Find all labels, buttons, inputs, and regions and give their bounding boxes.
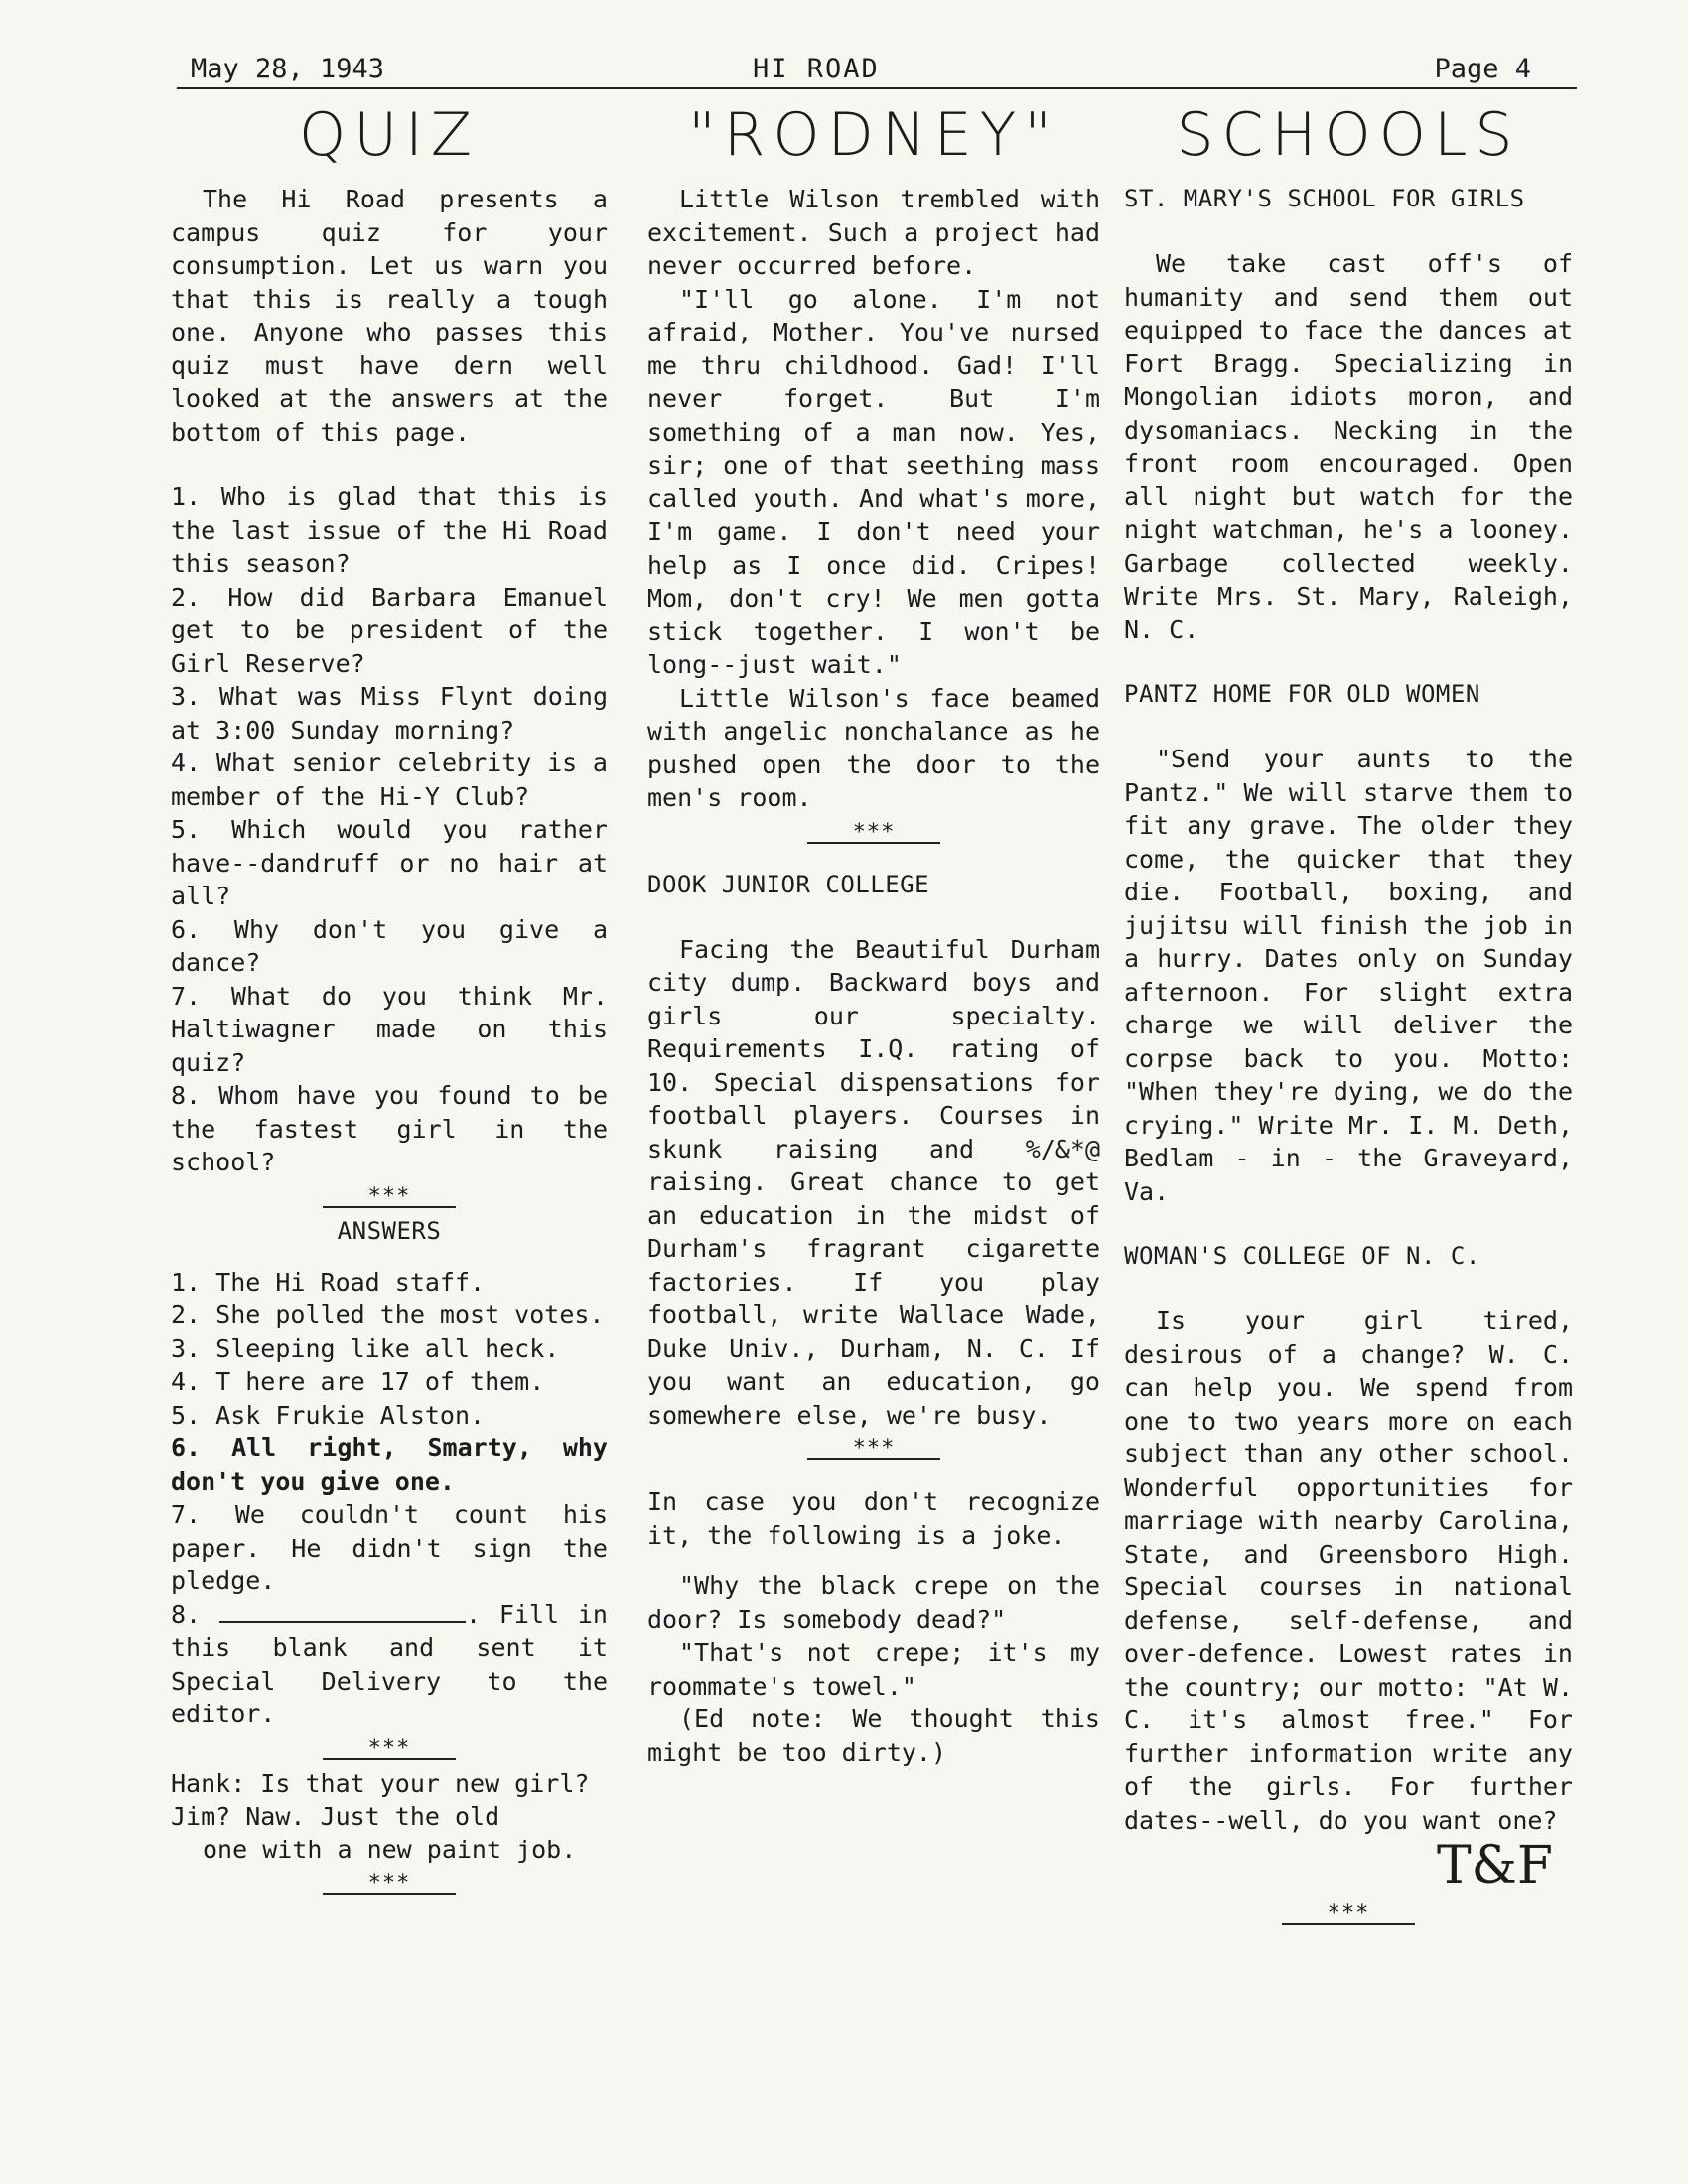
quiz-question: 8. Whom have you found to be the fastest girl in the school? (171, 1081, 608, 1176)
quiz-answer: 2. She polled the most votes. (171, 1300, 605, 1329)
separator: *** (171, 1731, 608, 1767)
page-header (177, 50, 1577, 93)
wc-title: WOMAN'S COLLEGE OF N. C. (1124, 1242, 1480, 1270)
dook-paragraph: Facing the Beautiful Durham city dump. Backward boys and girls our specialty. Requirements I.Q. rating of 10. Special dispensations for football players. Courses in skunk raising and %/&*@ raising. Great chance to get an education in the midst of Durham's fragrant cigarette factories. If you play football, write Wallace Wade, Duke Univ., Durham, N. C. If you want an education, go somewhere else, we're busy. (647, 934, 1100, 1430)
fill-in-blank (219, 1601, 466, 1623)
quiz-answer: 6. All right, Smarty, why don't you give one. (171, 1433, 608, 1496)
separator: *** (1124, 1896, 1573, 1932)
dook-title: DOOK JUNIOR COLLEGE (647, 870, 930, 898)
quiz-answer: 7. We couldn't count his paper. He didn't sign the pledge. (171, 1500, 608, 1595)
joke-intro: In case you don't recognize it, the following is a joke. (647, 1487, 1100, 1550)
separator: *** (647, 815, 1100, 851)
rodney-paragraph: Little Wilson's face beamed with angelic nonchalance as he pushed open the door to the men's room. (647, 683, 1100, 812)
answers-title: ANSWERS (337, 1216, 442, 1245)
pantz-paragraph: "Send your aunts to the Pantz." We will starve them to fit any grave. The older they come, the quicker that they die. Football, boxing, and jujitsu will finish the job in a hurry. Dates only on Sunday afternoon. For slight extra charge we will deliver the corpse back to you. Motto: "When they're dying, we do the crying." Write Mr. I. M. Deth, Bedlam - in - the Graveyard, Va. (1124, 745, 1573, 1206)
answer-8-text: . Fill in this blank and sent it Special Delivery to the editor. (171, 1599, 608, 1728)
quiz-question: 7. What do you think Mr. Haltiwagner made on this quiz? (171, 981, 608, 1077)
quiz-answer: 1. The Hi Road staff. (171, 1267, 486, 1297)
schools-title: SCHOOLS (1176, 100, 1521, 170)
quiz-answer: 5. Ask Frukie Alston. (171, 1400, 486, 1430)
quiz-answer-8 (171, 1598, 608, 1731)
quiz-column (171, 97, 608, 1902)
separator: *** (647, 1432, 1100, 1467)
stmary-title: ST. MARY'S SCHOOL FOR GIRLS (1124, 185, 1525, 212)
quiz-question: 6. Why don't you give a dance? (171, 914, 608, 977)
quiz-question: 1. Who is glad that this is the last issue of the Hi Road this season? (171, 482, 608, 578)
separator: *** (171, 1866, 608, 1902)
newspaper-title: HI ROAD (753, 54, 880, 84)
separator: *** (171, 1179, 608, 1215)
joke-line: one with a new paint job. (203, 1835, 577, 1864)
header-rule (177, 87, 1577, 89)
quiz-title: QUIZ (299, 100, 480, 170)
issue-date: May 28, 1943 (191, 54, 385, 84)
signature: T&F (1436, 1837, 1553, 1896)
joke-line: Hank: Is that your new girl? (171, 1768, 590, 1798)
quiz-question: 4. What senior celebrity is a member of the Hi-Y Club? (171, 749, 608, 811)
rodney-column (647, 97, 1100, 1769)
quiz-question: 2. How did Barbara Emanuel get to be president of the Girl Reserve? (171, 582, 608, 678)
stmary-paragraph: We take cast off's of humanity and send them out equipped to face the dances at Fort Bragg. Specializing in Mongolian idiots moron, and dysomaniacs. Necking in the front room encouraged. Open all night but watch for the night watchman, he's a looney. Garbage collected weekly. Write Mrs. St. Mary, Raleigh, N. C. (1124, 249, 1573, 644)
answer-8-number: 8. (171, 1599, 202, 1629)
joke-question: "Why the black crepe on the door? Is somebody dead?" (647, 1571, 1100, 1634)
pantz-title: PANTZ HOME FOR OLD WOMEN (1124, 680, 1480, 708)
rodney-paragraph: "I'll go alone. I'm not afraid, Mother. You've nursed me thru childhood. Gad! I'll never forget. But I'm something of a man now. Yes, sir; one of that seething mass called youth. And what's more, I'm game. I don't need your help as I once did. Cripes! Mom, don't cry! We men gotta stick together. I won't be long--just wait." (647, 284, 1100, 679)
page-number: Page 4 (1434, 54, 1531, 84)
rodney-title: "RODNEY" (688, 100, 1059, 170)
wc-paragraph: Is your girl tired, desirous of a change? W. C. can help you. We spend from one to two years more on each subject than any other school. Wonderful opportunities for marriage with nearby Carolina, State, and Greensboro High. Special courses in national defense, self-defense, and over-defence. Lowest rates in the country; our motto: "At W. C. it's almost free." For further information write any of the girls. For further dates--well, do you want one? (1124, 1306, 1573, 1835)
quiz-answer: 3. Sleeping like all heck. (171, 1333, 560, 1363)
schools-column (1124, 97, 1573, 1932)
rodney-paragraph: Little Wilson trembled with excitement. Such a project had never occurred before. (647, 185, 1100, 280)
editor-note: (Ed note: We thought this might be too dirty.) (647, 1705, 1100, 1767)
joke-line: Jim? Naw. Just the old (171, 1802, 500, 1831)
quiz-question: 3. What was Miss Flynt doing at 3:00 Sunday morning? (171, 682, 608, 745)
joke-answer: "That's not crepe; it's my roommate's towel." (647, 1638, 1100, 1701)
quiz-answer: 4. T here are 17 of them. (171, 1367, 545, 1396)
quiz-intro: The Hi Road presents a campus quiz for your consumption. Let us warn you that this is really a tough one. Anyone who passes this quiz must have dern well looked at the answers at the bottom of this page. (171, 185, 608, 447)
quiz-question: 5. Which would you rather have--dandruff or no hair at all? (171, 815, 608, 910)
